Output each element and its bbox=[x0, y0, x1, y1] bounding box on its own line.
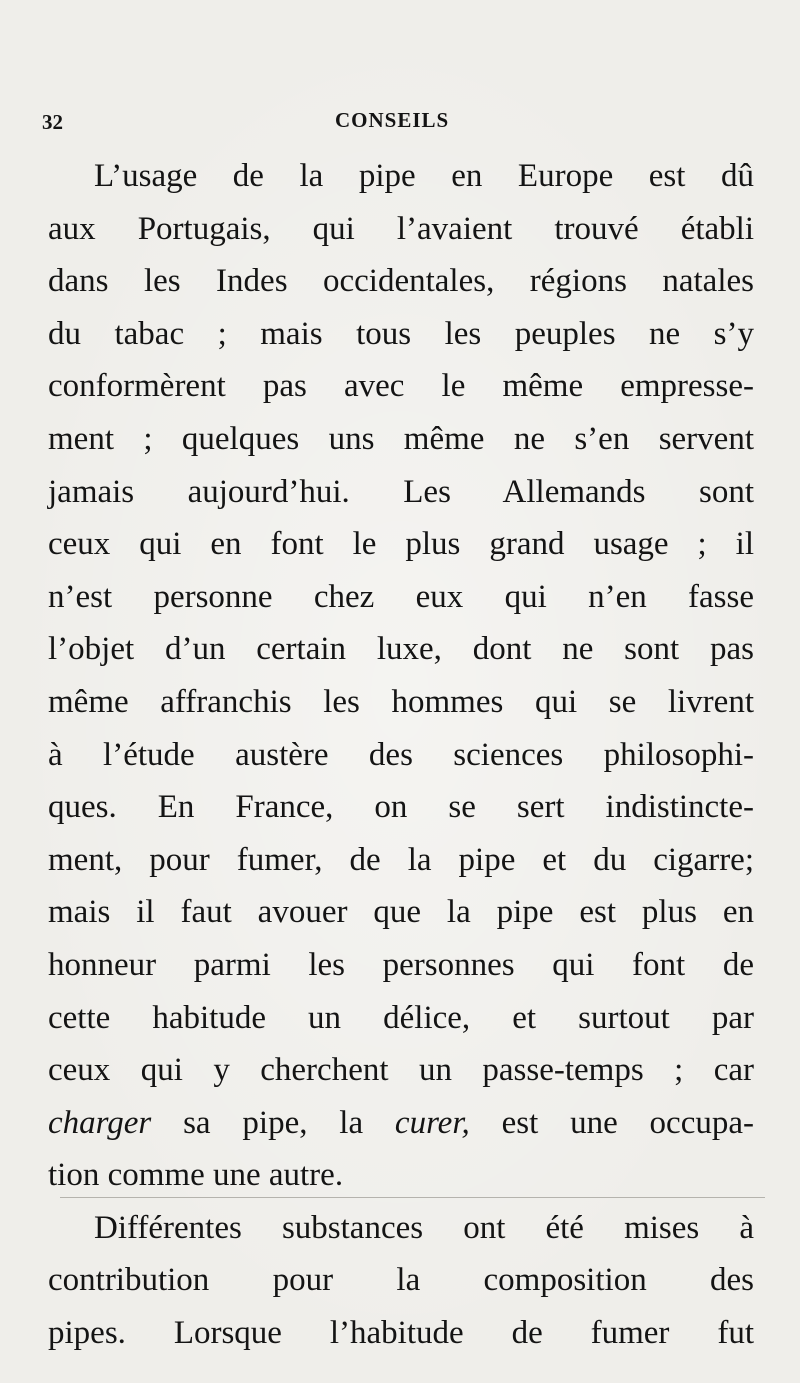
body-text bbox=[48, 150, 754, 1360]
text-line: Différentes substances ont été mises à bbox=[94, 1209, 754, 1246]
text-line: mais il faut avouer que la pipe est plus en bbox=[48, 894, 754, 931]
text-line: contribution pour la composition des bbox=[48, 1262, 754, 1299]
text-line: ceux qui en font le plus grand usage ; il bbox=[48, 526, 754, 563]
italic-term-curer: curer, bbox=[394, 1104, 470, 1141]
text-line: n’est personne chez eux qui n’en fasse bbox=[48, 578, 754, 615]
text-line: à l’étude austère des sciences philosophi- bbox=[48, 736, 754, 773]
text-line: ment ; quelques uns même ne s’en servent bbox=[48, 420, 754, 457]
page-number: 32 bbox=[42, 110, 63, 134]
text-line: pipes. Lorsque l’habitude de fumer fut bbox=[48, 1315, 754, 1352]
running-title: CONSEILS bbox=[335, 108, 450, 132]
text-line: jamais aujourd’hui. Les Allemands sont bbox=[48, 473, 754, 510]
text-line: L’usage de la pipe en Europe est dû bbox=[94, 158, 754, 194]
text-line: du tabac ; mais tous les peuples ne s’y bbox=[48, 315, 754, 352]
text-line: dans les Indes occidentales, régions natales bbox=[48, 263, 754, 300]
text-fragment: est une occupa- bbox=[469, 1104, 754, 1141]
text-line: tion comme une autre. bbox=[48, 1157, 344, 1194]
text-line-italic-terms bbox=[48, 1097, 754, 1150]
paragraph-1 bbox=[48, 150, 754, 1202]
text-fragment: sa pipe, la bbox=[151, 1104, 395, 1141]
text-line: aux Portugais, qui l’avaient trouvé établi bbox=[48, 210, 754, 247]
page-header bbox=[42, 106, 762, 136]
show-through-rule bbox=[60, 1197, 765, 1198]
text-line: ment, pour fumer, de la pipe et du cigarre; bbox=[48, 841, 754, 878]
text-line: cette habitude un délice, et surtout par bbox=[48, 999, 754, 1036]
paragraph-2 bbox=[48, 1202, 754, 1360]
text-line: même affranchis les hommes qui se livrent bbox=[48, 683, 754, 720]
text-line: ceux qui y cherchent un passe-temps ; car bbox=[48, 1052, 754, 1089]
text-line: l’objet d’un certain luxe, dont ne sont pas bbox=[48, 631, 754, 668]
text-line: ques. En France, on se sert indistincte- bbox=[48, 789, 754, 826]
text-line: conformèrent pas avec le même empresse- bbox=[48, 368, 754, 405]
italic-term-charger: charger bbox=[48, 1104, 152, 1141]
text-line: honneur parmi les personnes qui font de bbox=[48, 946, 754, 983]
